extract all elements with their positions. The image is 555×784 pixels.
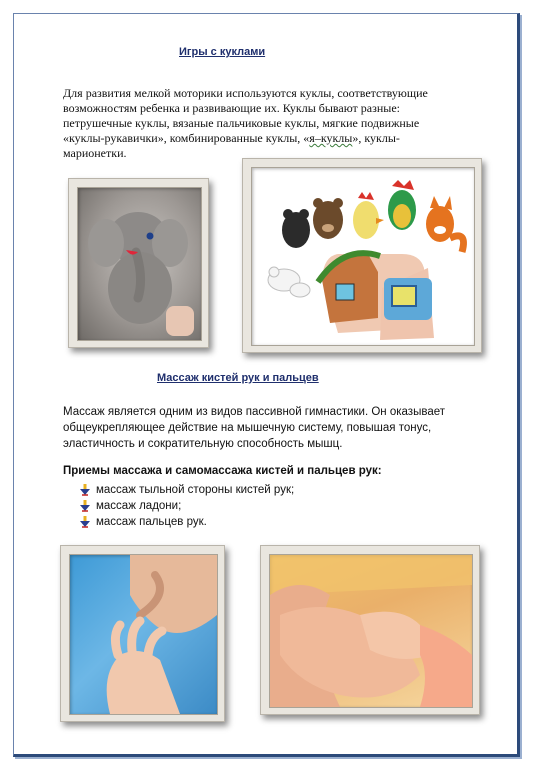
- massage-paragraph: [63, 404, 483, 452]
- hand-massage-1-image: [69, 554, 218, 715]
- dolls-line-3: петрушечные куклы, вязаные пальчиковые куклы, мягкие подвижные: [63, 116, 420, 130]
- section-heading-dolls: Игры с куклами: [179, 46, 266, 58]
- massage-list-heading: Приемы массажа и самомассажа кистей и пальцев рук:: [63, 465, 382, 477]
- dolls-line-2: возможностям ребенка и развивающие их. Куклы бывают разные:: [63, 101, 401, 115]
- section-heading-massage: Массаж кистей рук и пальцев: [157, 372, 319, 384]
- dolls-line-5: марионетки.: [63, 146, 127, 160]
- dolls-line-4a: «куклы-рукавички», комбинированные куклы, «: [63, 131, 310, 145]
- elephant-puppet-illustration: [78, 188, 201, 340]
- photo-frame-hand-massage-2: [260, 545, 480, 715]
- list-item-text: массаж тыльной стороны кистей рук;: [96, 484, 295, 496]
- photo-frame-elephant-puppet: [68, 178, 209, 348]
- finger-puppets-image: [251, 167, 475, 346]
- dolls-paragraph: [63, 86, 483, 161]
- finger-puppets-illustration: [252, 168, 474, 345]
- hand-massage-1-illustration: [70, 555, 217, 714]
- list-item: [80, 514, 294, 530]
- arrow-bullet-icon: [80, 516, 90, 528]
- photo-frame-finger-puppets: [242, 158, 482, 353]
- list-item: [80, 482, 294, 498]
- dolls-line-1: Для развития мелкой моторики используются куклы, соответствующие: [63, 86, 428, 100]
- massage-line-3: эластичность и сократительную способность мышц.: [63, 438, 343, 450]
- arrow-bullet-icon: [80, 500, 90, 512]
- massage-techniques-list: [80, 482, 294, 530]
- list-item-text: массаж пальцев рук.: [96, 516, 207, 528]
- arrow-bullet-icon: [80, 484, 90, 496]
- massage-line-1: Массаж является одним из видов пассивной гимнастики. Он оказывает: [63, 406, 445, 418]
- dolls-line-4: [63, 131, 483, 146]
- dolls-line-4b: я–куклы: [309, 131, 353, 145]
- hand-massage-2-illustration: [270, 555, 472, 707]
- photo-frame-hand-massage-1: [60, 545, 225, 722]
- dolls-line-4c: », куклы-: [352, 131, 400, 145]
- hand-massage-2-image: [269, 554, 473, 708]
- list-item: [80, 498, 294, 514]
- list-item-text: массаж ладони;: [96, 500, 182, 512]
- massage-line-2: общеукрепляющее действие на мышечную систему, повышая тонус,: [63, 422, 432, 434]
- elephant-puppet-image: [77, 187, 202, 341]
